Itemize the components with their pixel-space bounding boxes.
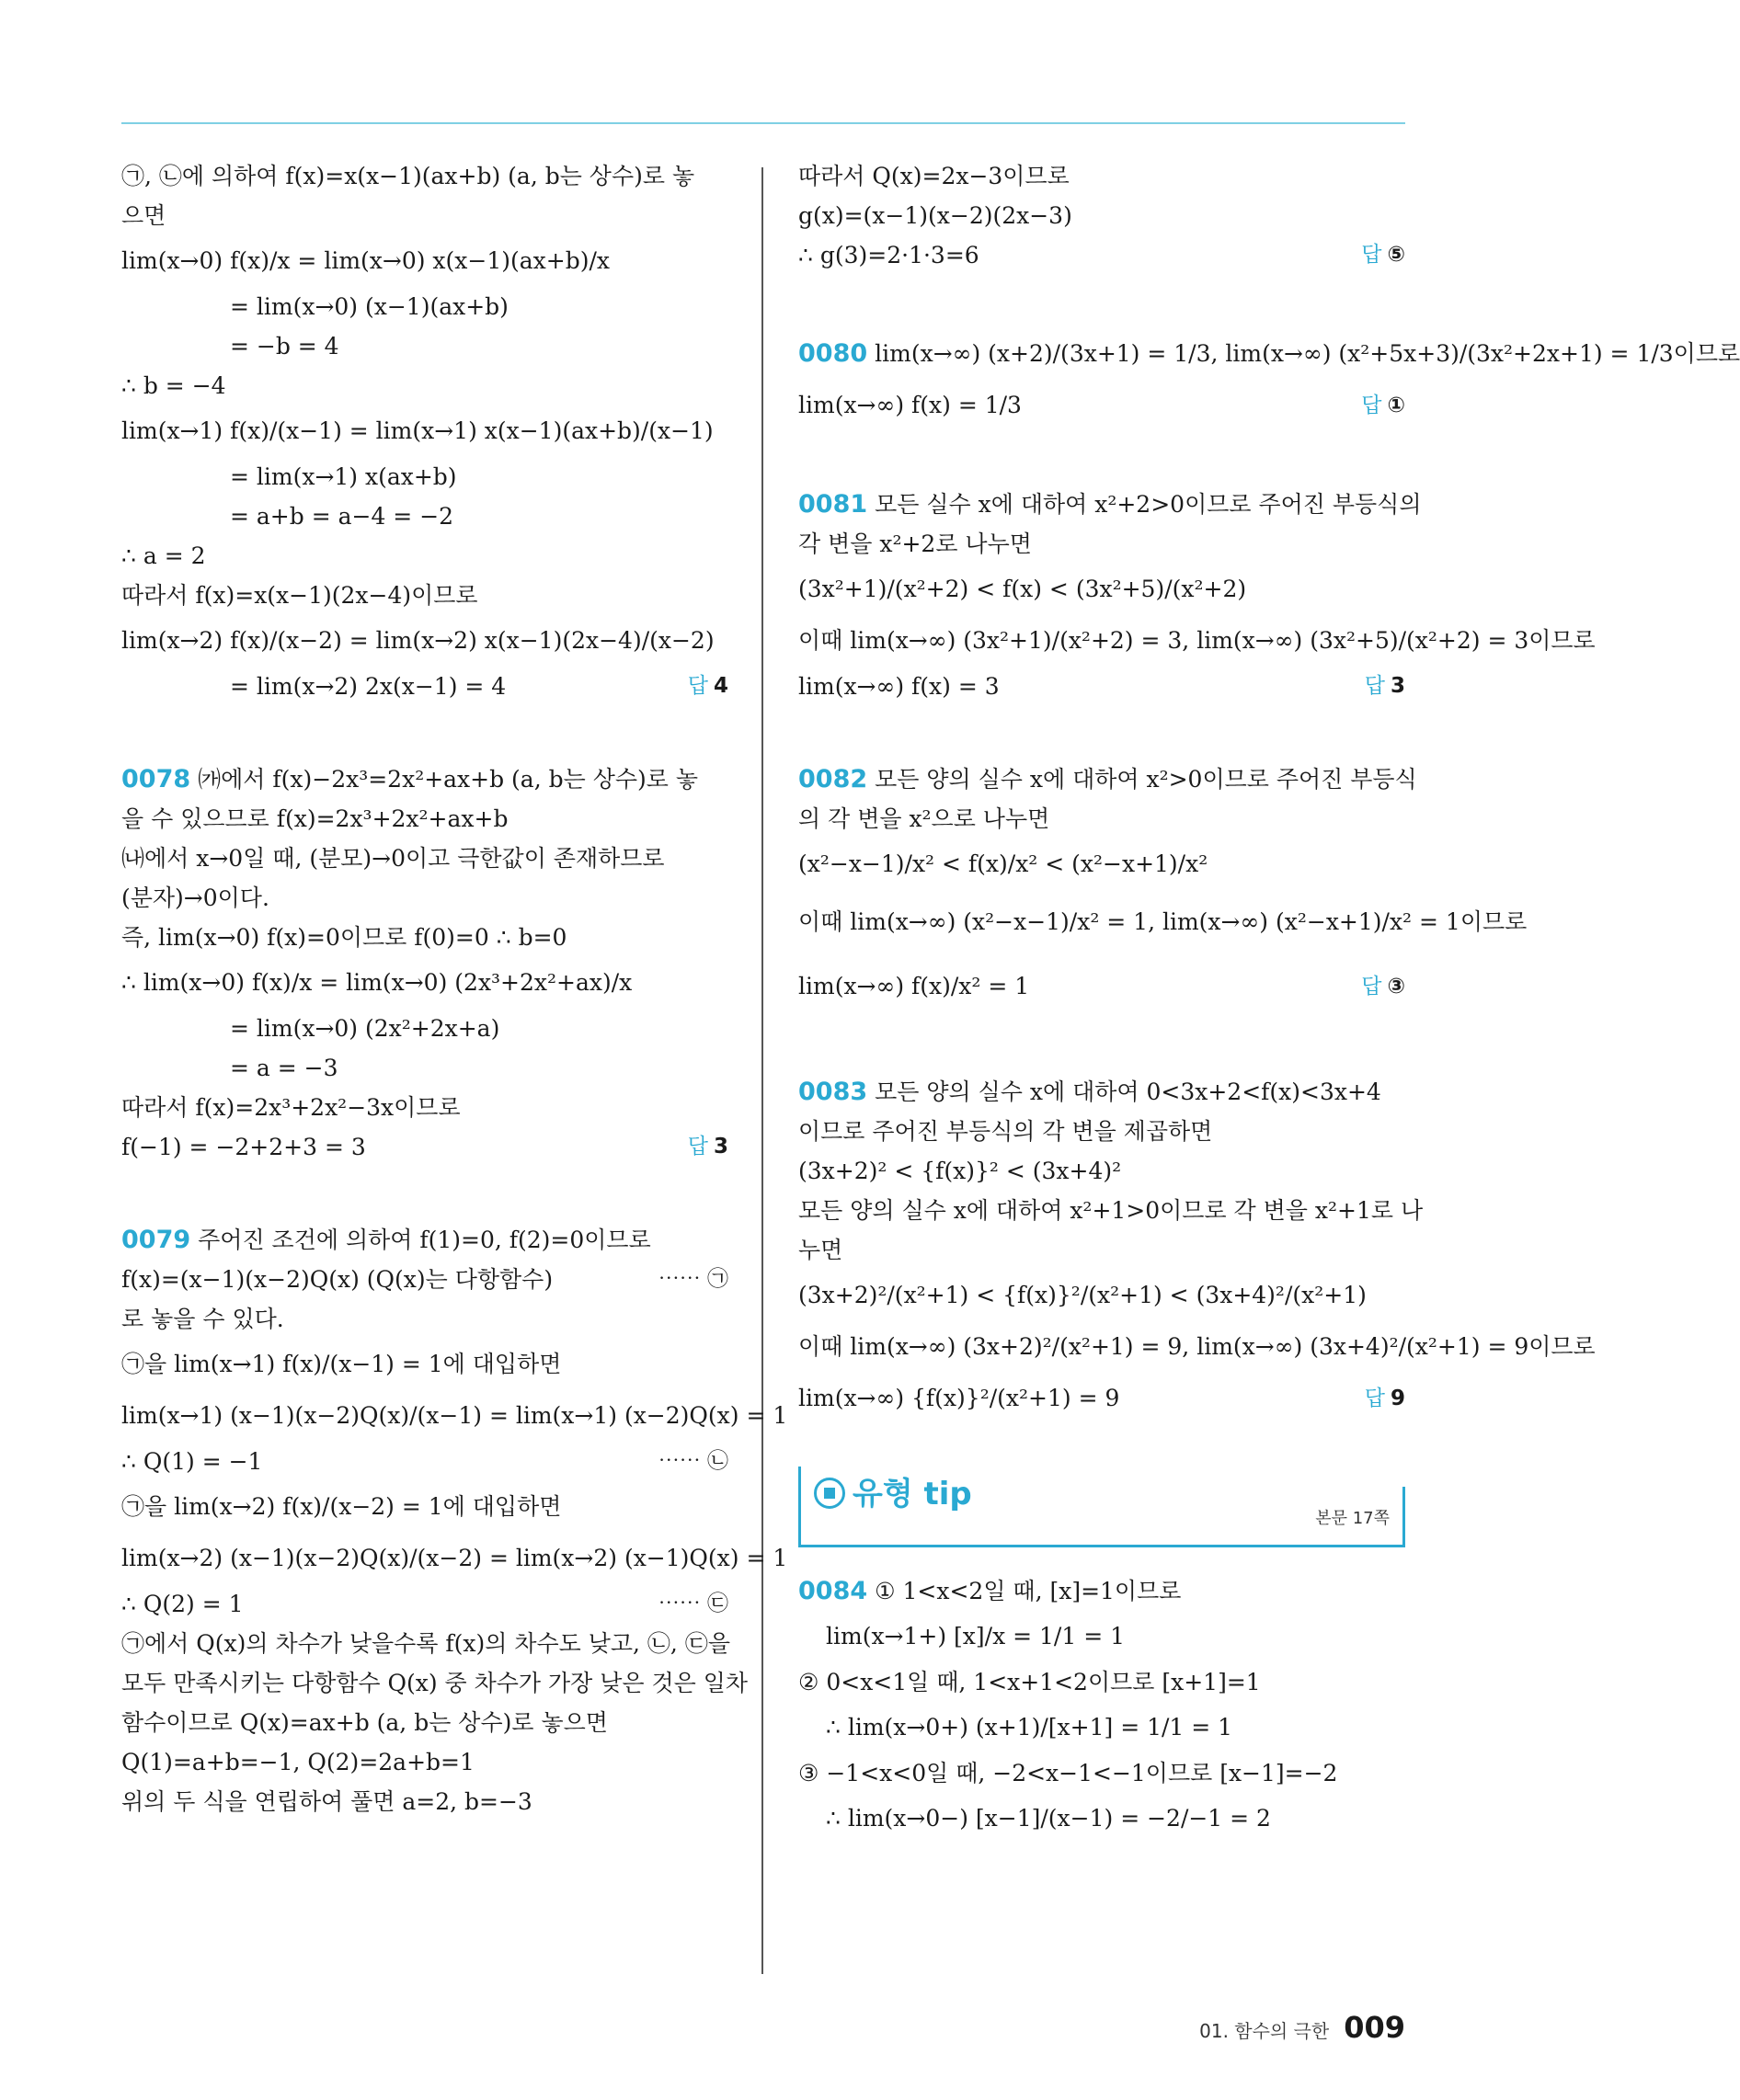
line-text: f(x)=(x−1)(x−2)Q(x) (Q(x)는 다항함수) bbox=[121, 1266, 554, 1293]
answer bbox=[1365, 1373, 1405, 1424]
line-text: 모두 만족시키는 다항함수 Q(x) 중 차수가 가장 낮은 것은 일차 bbox=[121, 1670, 749, 1696]
line-text: 이때 lim(x→∞) (3x²+1)/(x²+2) = 3, lim(x→∞) (3x²+5)/(x²+2) = 3이므로 bbox=[798, 627, 1596, 654]
solution-line bbox=[798, 1753, 1405, 1793]
answer-value: 3 bbox=[713, 1135, 728, 1158]
solution-line bbox=[798, 1611, 1405, 1662]
section-header-box bbox=[798, 1476, 1405, 1547]
solution-line bbox=[798, 1662, 1405, 1702]
line-text: 이때 lim(x→∞) (3x+2)²/(x²+1) = 9, lim(x→∞) (3x+4)²/(x²+1) = 9이므로 bbox=[798, 1333, 1596, 1360]
line-text: ㉠, ㉡에 의하여 f(x)=x(x−1)(ax+b) (a, b는 상수)로 놓 bbox=[121, 163, 695, 189]
line-text: 모든 양의 실수 x에 대하여 x²+1>0이므로 각 변을 x²+1로 나 bbox=[798, 1197, 1424, 1224]
line-text: lim(x→1) f(x)/(x−1) = lim(x→1) x(x−1)(ax+b)/(x−1) bbox=[121, 417, 714, 444]
answer-label: 답 bbox=[687, 674, 708, 698]
answer-value: 3 bbox=[1390, 674, 1405, 698]
line-text: lim(x→∞) f(x)/x² = 1 bbox=[798, 973, 1030, 999]
line-text: lim(x→∞) (x+2)/(3x+1) = 1/3, lim(x→∞) (x²+5x+3)/(3x²+2x+1) = 1/3이므로 bbox=[875, 340, 1740, 367]
solution-line bbox=[798, 839, 1405, 890]
line-text: ② 0<x<1일 때, 1<x+1<2이므로 [x+1]=1 bbox=[798, 1669, 1261, 1695]
page-footer bbox=[1199, 2010, 1405, 2045]
line-text: 이므로 주어진 부등식의 각 변을 제곱하면 bbox=[798, 1118, 1213, 1145]
solution-line bbox=[121, 918, 728, 957]
answer-value: ① bbox=[1387, 394, 1405, 417]
line-text: = lim(x→2) 2x(x−1) = 4 bbox=[230, 673, 507, 700]
line-text: 주어진 조건에 의하여 f(1)=0, f(2)=0이므로 bbox=[198, 1227, 651, 1253]
solution-line bbox=[121, 957, 728, 1009]
page-number: 009 bbox=[1344, 2010, 1405, 2045]
line-text: ㉠을 lim(x→1) f(x)/(x−1) = 1에 대입하면 bbox=[121, 1351, 562, 1377]
solution-line bbox=[798, 954, 1405, 1019]
line-text: 따라서 Q(x)=2x−3이므로 bbox=[798, 163, 1070, 189]
solution-line bbox=[121, 1481, 728, 1533]
solution-line bbox=[121, 1260, 728, 1299]
solution-line bbox=[121, 1584, 728, 1624]
answer-value: 9 bbox=[1390, 1387, 1405, 1410]
section-gap bbox=[798, 1019, 1405, 1072]
solution-line bbox=[798, 1571, 1405, 1611]
line-text: ∴ Q(2) = 1 bbox=[121, 1591, 244, 1617]
solution-line bbox=[121, 1048, 728, 1088]
solution-line bbox=[121, 1533, 788, 1584]
solution-line bbox=[798, 235, 1405, 275]
answer-label: 답 bbox=[1364, 1387, 1385, 1410]
section-gap bbox=[121, 1167, 728, 1220]
solution-line bbox=[798, 1112, 1405, 1151]
problem-number: 0084 bbox=[798, 1577, 868, 1605]
solution-line bbox=[121, 196, 728, 235]
solution-line bbox=[798, 1072, 1405, 1112]
solution-line bbox=[121, 1088, 728, 1127]
solution-line bbox=[121, 326, 728, 366]
line-text: 로 놓을 수 있다. bbox=[121, 1306, 284, 1332]
solution-line bbox=[798, 1793, 1405, 1844]
line-text: = a+b = a−4 = −2 bbox=[230, 503, 454, 530]
line-text: lim(x→1+) [x]/x = 1/1 = 1 bbox=[826, 1623, 1125, 1649]
solution-line bbox=[798, 1321, 1596, 1373]
answer bbox=[1365, 667, 1405, 706]
solution-line bbox=[121, 1663, 749, 1703]
answer-label: 답 bbox=[1361, 975, 1382, 999]
solution-line bbox=[798, 799, 1405, 839]
line-text: ∴ lim(x→0) f(x)/x = lim(x→0) (2x³+2x²+ax)/x bbox=[121, 969, 633, 996]
answer bbox=[1361, 954, 1405, 1019]
line-text: ㈎에서 f(x)−2x³=2x²+ax+b (a, b는 상수)로 놓 bbox=[198, 766, 699, 793]
line-text: ③ −1<x<0일 때, −2<x−1<−1이므로 [x−1]=−2 bbox=[798, 1760, 1338, 1786]
problem-number: 0082 bbox=[798, 765, 868, 793]
line-text: 의 각 변을 x²으로 나누면 bbox=[798, 805, 1050, 832]
line-text: = lim(x→1) x(ax+b) bbox=[230, 463, 457, 490]
equation-marker: ⋯⋯ ㉡ bbox=[658, 1449, 728, 1473]
line-text: ① 1<x<2일 때, [x]=1이므로 bbox=[875, 1578, 1182, 1604]
section-title-text: 유형 tip bbox=[853, 1476, 972, 1512]
line-text: lim(x→∞) f(x) = 1/3 bbox=[798, 392, 1022, 418]
answer bbox=[1361, 235, 1405, 275]
answer-label: 답 bbox=[1361, 243, 1382, 267]
solution-line bbox=[121, 615, 728, 667]
line-text: (3x+2)² < {f(x)}² < (3x+4)² bbox=[798, 1158, 1122, 1184]
solution-line bbox=[121, 1339, 728, 1390]
line-text: Q(1)=a+b=−1, Q(2)=2a+b=1 bbox=[121, 1749, 475, 1775]
equation-marker: ⋯⋯ ㉠ bbox=[658, 1267, 728, 1291]
section-gap bbox=[798, 275, 1405, 328]
line-text: (3x+2)²/(x²+1) < {f(x)}²/(x²+1) < (3x+4)²/(x²+1) bbox=[798, 1282, 1367, 1308]
solution-line bbox=[121, 759, 728, 799]
answer bbox=[688, 1127, 728, 1167]
solution-line bbox=[798, 380, 1405, 431]
solution-line bbox=[798, 485, 1422, 524]
solution-line bbox=[798, 156, 1405, 196]
line-text: lim(x→1) (x−1)(x−2)Q(x)/(x−1) = lim(x→1) (x−2)Q(x) = 1 bbox=[121, 1402, 788, 1429]
section-page-ref: 본문 17쪽 bbox=[1315, 1509, 1390, 1528]
line-text: 함수이므로 Q(x)=ax+b (a, b는 상수)로 놓으면 bbox=[121, 1709, 608, 1736]
line-text: 따라서 f(x)=2x³+2x²−3x이므로 bbox=[121, 1094, 461, 1121]
line-text: ∴ lim(x→0−) [x−1]/(x−1) = −2/−1 = 2 bbox=[826, 1805, 1271, 1832]
line-text: 위의 두 식을 연립하여 풀면 a=2, b=−3 bbox=[121, 1788, 532, 1815]
answer-value: 4 bbox=[713, 674, 728, 698]
line-text: lim(x→0) f(x)/x = lim(x→0) x(x−1)(ax+b)/x bbox=[121, 247, 610, 274]
solution-line bbox=[121, 1299, 728, 1339]
solution-line bbox=[121, 667, 728, 706]
line-text: 으면 bbox=[121, 202, 166, 229]
line-text: ∴ a = 2 bbox=[121, 542, 206, 569]
line-text: 모든 양의 실수 x에 대하여 x²>0이므로 주어진 부등식 bbox=[875, 766, 1417, 793]
line-text: 즉, lim(x→0) f(x)=0이므로 f(0)=0 ∴ b=0 bbox=[121, 924, 567, 951]
problem-number: 0080 bbox=[798, 339, 868, 368]
answer-value: ⑤ bbox=[1387, 243, 1405, 267]
problem-number: 0081 bbox=[798, 490, 868, 519]
solution-line bbox=[121, 457, 728, 496]
solution-line bbox=[121, 1624, 728, 1663]
solution-line bbox=[798, 524, 1405, 564]
line-text: ∴ g(3)=2·1·3=6 bbox=[798, 242, 979, 268]
solution-line bbox=[798, 564, 1405, 615]
left-column bbox=[121, 156, 788, 1821]
column-divider bbox=[761, 167, 763, 1974]
solution-line bbox=[121, 1703, 728, 1742]
answer bbox=[1361, 380, 1405, 431]
equation-marker: ⋯⋯ ㉢ bbox=[658, 1592, 728, 1615]
solution-line bbox=[121, 1390, 788, 1442]
solution-line bbox=[798, 1230, 1405, 1270]
right-column bbox=[798, 156, 1740, 1844]
line-text: ∴ Q(1) = −1 bbox=[121, 1448, 263, 1475]
solution-line bbox=[121, 878, 728, 918]
solution-line bbox=[121, 287, 728, 326]
line-text: = lim(x→0) (2x²+2x+a) bbox=[230, 1015, 500, 1042]
section-gap bbox=[121, 706, 728, 759]
line-text: 각 변을 x²+2로 나누면 bbox=[798, 531, 1032, 557]
line-text: (분자)→0이다. bbox=[121, 885, 269, 911]
solution-line bbox=[121, 839, 728, 878]
line-text: = −b = 4 bbox=[230, 333, 339, 360]
line-text: ㉠에서 Q(x)의 차수가 낮을수록 f(x)의 차수도 낮고, ㉡, ㉢을 bbox=[121, 1630, 730, 1657]
chapter-title: 01. 함수의 극한 bbox=[1199, 2020, 1330, 2042]
line-text: ㈏에서 x→0일 때, (분모)→0이고 극한값이 존재하므로 bbox=[121, 845, 665, 872]
line-text: 따라서 f(x)=x(x−1)(2x−4)이므로 bbox=[121, 582, 478, 609]
line-text: lim(x→2) (x−1)(x−2)Q(x)/(x−2) = lim(x→2) (x−1)Q(x) = 1 bbox=[121, 1545, 788, 1571]
solution-line bbox=[121, 1442, 728, 1481]
problem-number: 0083 bbox=[798, 1078, 868, 1106]
solution-line bbox=[121, 156, 728, 196]
line-text: 모든 실수 x에 대하여 x²+2>0이므로 주어진 부등식의 bbox=[875, 491, 1422, 518]
solution-line bbox=[121, 799, 728, 839]
line-text: = a = −3 bbox=[230, 1055, 338, 1081]
solution-line bbox=[121, 235, 728, 287]
solution-line bbox=[121, 576, 728, 615]
solution-line bbox=[121, 366, 728, 405]
solution-line bbox=[798, 1702, 1405, 1753]
solution-line bbox=[121, 1742, 728, 1782]
line-text: f(−1) = −2+2+3 = 3 bbox=[121, 1134, 366, 1160]
solution-line bbox=[798, 759, 1417, 799]
line-text: (3x²+1)/(x²+2) < f(x) < (3x²+5)/(x²+2) bbox=[798, 576, 1247, 602]
line-text: 모든 양의 실수 x에 대하여 0<3x+2<f(x)<3x+4 bbox=[875, 1079, 1381, 1105]
line-text: lim(x→2) f(x)/(x−2) = lim(x→2) x(x−1)(2x−4)/(x−2) bbox=[121, 627, 715, 654]
problem-number: 0079 bbox=[121, 1226, 191, 1254]
line-text: lim(x→∞) f(x) = 3 bbox=[798, 673, 1000, 700]
section-gap bbox=[798, 706, 1405, 759]
solution-line bbox=[121, 405, 728, 457]
line-text: lim(x→∞) {f(x)}²/(x²+1) = 9 bbox=[798, 1385, 1120, 1411]
line-text: g(x)=(x−1)(x−2)(2x−3) bbox=[798, 202, 1072, 229]
solution-line bbox=[798, 1270, 1405, 1321]
solution-line bbox=[121, 496, 728, 536]
solution-line bbox=[798, 615, 1596, 667]
answer-label: 답 bbox=[687, 1135, 708, 1158]
problem-number: 0078 bbox=[121, 765, 191, 793]
top-rule bbox=[121, 122, 1405, 124]
solution-line bbox=[121, 536, 728, 576]
line-text: (x²−x−1)/x² < f(x)/x² < (x²−x+1)/x² bbox=[798, 850, 1208, 877]
line-text: 을 수 있으므로 f(x)=2x³+2x²+ax+b bbox=[121, 805, 509, 832]
note-icon bbox=[814, 1478, 845, 1509]
solution-line bbox=[798, 196, 1405, 235]
line-text: = lim(x→0) (x−1)(ax+b) bbox=[230, 293, 509, 320]
line-text: 이때 lim(x→∞) (x²−x−1)/x² = 1, lim(x→∞) (x²−x+1)/x² = 1이므로 bbox=[798, 908, 1528, 935]
section-gap bbox=[798, 431, 1405, 485]
solution-line bbox=[121, 1127, 728, 1167]
solution-line bbox=[121, 1220, 728, 1260]
solution-line bbox=[798, 1191, 1424, 1230]
line-text: ∴ lim(x→0+) (x+1)/[x+1] = 1/1 = 1 bbox=[826, 1714, 1233, 1740]
solution-line bbox=[121, 1782, 728, 1821]
answer bbox=[688, 667, 728, 706]
solution-line bbox=[798, 1373, 1405, 1424]
solution-line bbox=[798, 667, 1405, 706]
answer-value: ③ bbox=[1387, 975, 1405, 999]
solution-line bbox=[798, 890, 1528, 954]
line-text: 누면 bbox=[798, 1237, 843, 1263]
answer-label: 답 bbox=[1361, 394, 1382, 417]
section-title bbox=[798, 1467, 983, 1522]
solution-line bbox=[121, 1009, 728, 1048]
solution-line bbox=[798, 328, 1740, 380]
answer-label: 답 bbox=[1364, 674, 1385, 698]
solution-line bbox=[798, 1151, 1405, 1191]
line-text: ∴ b = −4 bbox=[121, 372, 226, 399]
line-text: ㉠을 lim(x→2) f(x)/(x−2) = 1에 대입하면 bbox=[121, 1493, 562, 1520]
